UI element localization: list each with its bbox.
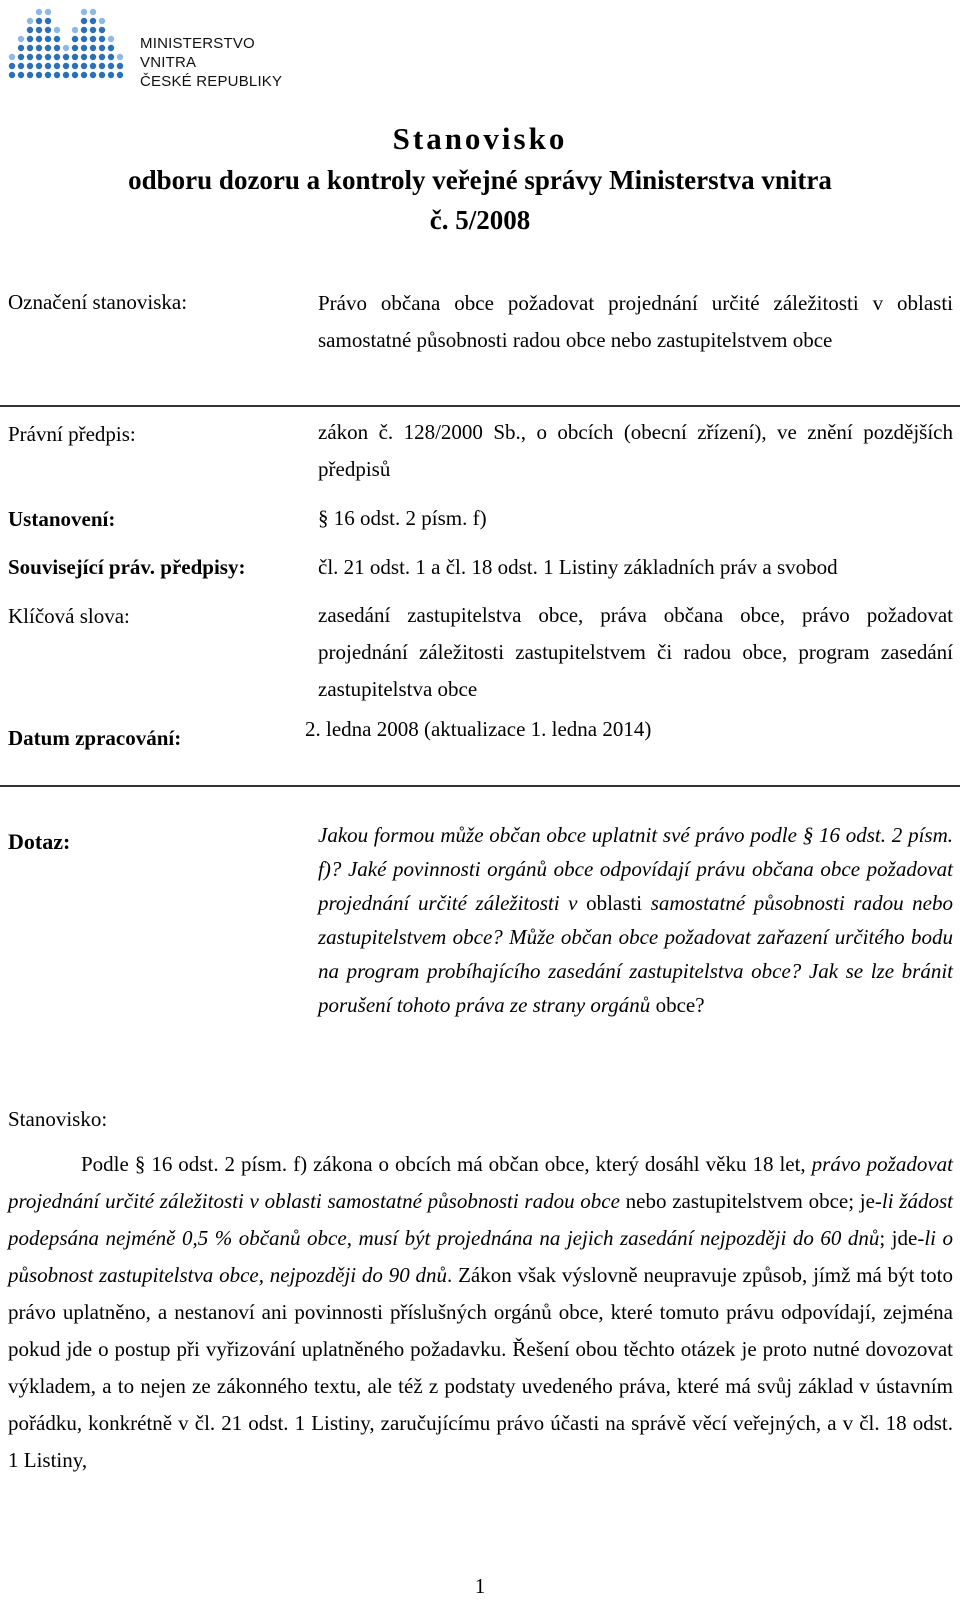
divider bbox=[0, 785, 960, 787]
klicova-label: Klíčová slova: bbox=[8, 604, 130, 628]
stan-part-4: li žádost podepsána nejméně 0,5 % občanů obce, musí být projednána na jejich zasedání nejpozději do 60 dnů bbox=[8, 1189, 953, 1250]
dotaz-part-1: Jakou formou může občan obce uplatnit své právo podle § 16 odst. 2 písm. f)? Jaké povinnosti orgánů obce odpovídají právu občana obce požadovat projednání určité záležitosti v bbox=[318, 823, 953, 915]
dotaz-label: Dotaz: bbox=[8, 829, 71, 854]
logo-line-2: ČESKÉ REPUBLIKY bbox=[140, 73, 283, 90]
ministry-logo bbox=[6, 4, 306, 88]
logo-text bbox=[140, 34, 306, 91]
stan-part-2: právo požadovat projednání určité záležitosti v oblasti samostatné působnosti radou obce bbox=[8, 1152, 953, 1213]
stanovisko-text bbox=[8, 1146, 953, 1479]
klicova-value: zasedání zastupitelstva obce, práva občana obce, právo požadovat projednání záležitosti zastupitelstvem či radou obce, program zasedání zastupitelstva obce bbox=[318, 603, 953, 701]
oznaceni-label: Označení stanoviska: bbox=[8, 290, 188, 314]
souvisejici-value: čl. 21 odst. 1 a čl. 18 odst. 1 Listiny základních práv a svobod bbox=[318, 555, 838, 579]
dotaz-part-3: samostatné působnosti radou nebo zastupitelstvem obce? Může občan obce požadovat zařazení určitého bodu na program probíhajícího zasedání zastupitelstva obce? Jak se lze bránit porušení tohoto práva ze strany orgánů bbox=[318, 891, 954, 1017]
souvisejici-label: Související práv. předpisy: bbox=[8, 555, 246, 579]
document-title: Stanovisko bbox=[392, 121, 568, 156]
stan-part-3: nebo zastupitelstvem obce; je- bbox=[619, 1189, 882, 1213]
ustanoveni-value: § 16 odst. 2 písm. f) bbox=[318, 506, 487, 530]
divider bbox=[0, 405, 960, 407]
stan-part-7: . Zákon však výslovně neupravuje způsob, jímž má být toto právo uplatněno, a nestanoví ani povinnosti příslušných orgánů obce, které tomuto právu odpovídají, zejména pokud jde o postup při vyřizování uplatněného požadavku. Řešení obou těchto otázek je proto nutné dovozovat výkladem, a to nejen ze zákonného textu, ale též z podstaty uvedeného práva, které má svůj základ v ústavním pořádku, konkrétně v čl. 21 odst. 1 Listiny, zaručujícímu právo účasti na správě věcí veřejných, a v čl. 18 odst. 1 Listiny, bbox=[8, 1263, 953, 1472]
document-number: č. 5/2008 bbox=[429, 205, 531, 235]
logo-line-1: MINISTERSTVO VNITRA bbox=[140, 35, 255, 71]
dotaz-part-2: oblasti bbox=[577, 891, 651, 915]
ustanoveni-label: Ustanovení: bbox=[8, 507, 116, 531]
stan-part-5: ; jde- bbox=[879, 1226, 925, 1250]
dotaz-part-4: obce? bbox=[650, 993, 705, 1017]
stan-part-1: Podle § 16 odst. 2 písm. f) zákona o obcích má občan obce, který dosáhl věku 18 let, bbox=[81, 1152, 812, 1176]
logo-mark-icon bbox=[6, 4, 131, 88]
predpis-label: Právní předpis: bbox=[8, 422, 136, 446]
predpis-value: zákon č. 128/2000 Sb., o obcích (obecní zřízení), ve znění pozdějších předpisů bbox=[318, 420, 953, 481]
datum-label: Datum zpracování: bbox=[8, 726, 182, 750]
dotaz-text bbox=[318, 818, 953, 1022]
page-number: 1 bbox=[474, 1574, 486, 1598]
stanovisko-label: Stanovisko: bbox=[8, 1107, 108, 1131]
stan-part-6: li o působnost zastupitelstva obce, nejpozději do 90 dnů bbox=[8, 1226, 954, 1287]
datum-value: 2. ledna 2008 (aktualizace 1. ledna 2014) bbox=[305, 717, 652, 741]
oznaceni-value: Právo občana obce požadovat projednání určité záležitosti v oblasti samostatné působnosti radou obce nebo zastupitelstvem obce bbox=[318, 291, 953, 352]
document-subtitle: odboru dozoru a kontroly veřejné správy Ministerstva vnitra bbox=[128, 165, 832, 195]
